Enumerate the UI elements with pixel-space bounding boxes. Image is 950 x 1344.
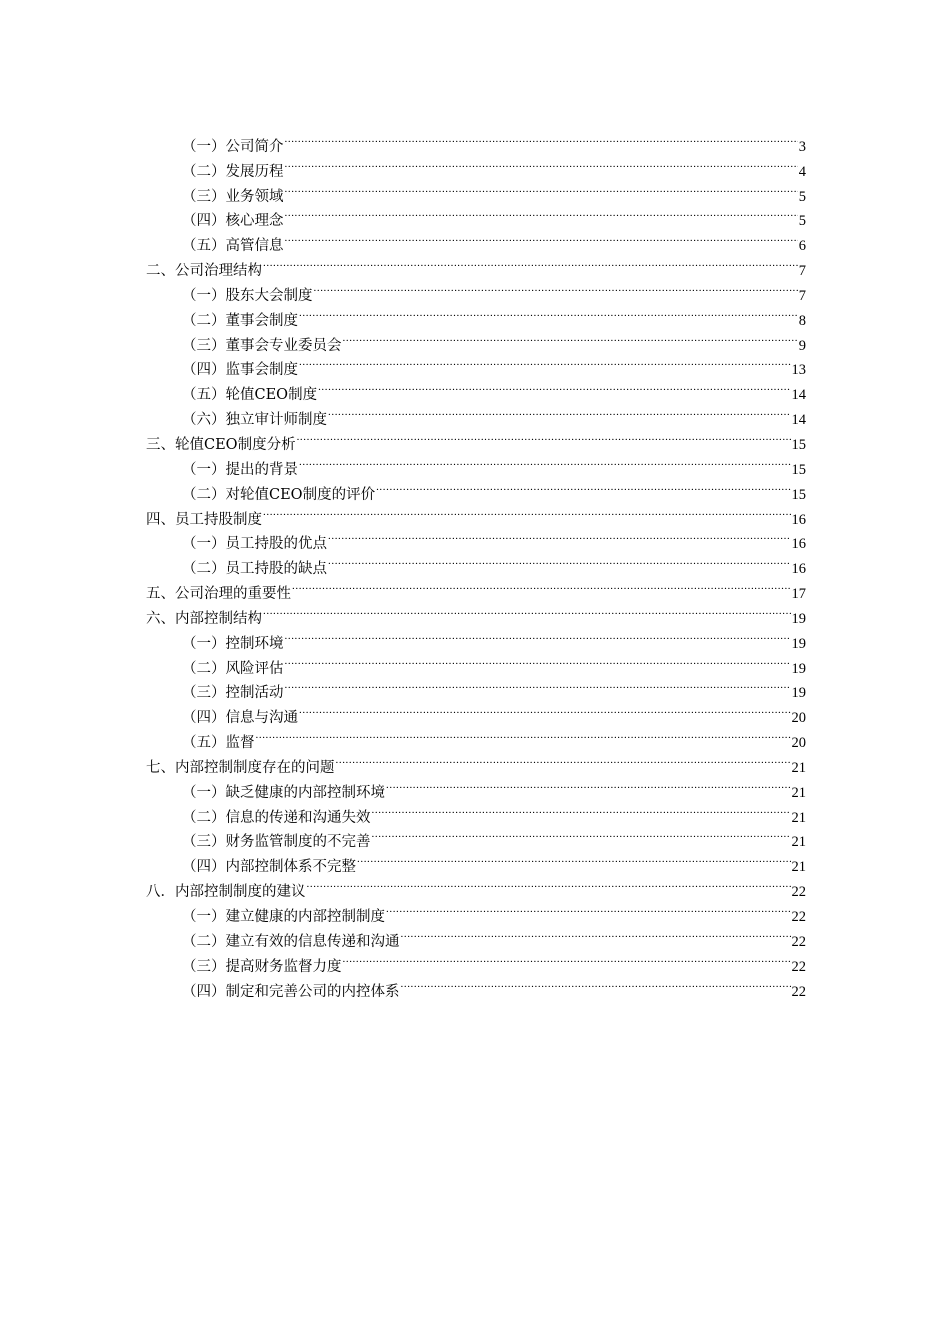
toc-entry-page-number: 21 [791,809,806,826]
toc-entry-title: （一）建立健康的内部控制制度 [182,909,385,925]
toc-entry-page-number: 22 [791,909,806,925]
toc-entry-title: 二、公司治理结构 [146,263,262,280]
toc-entry-title: （四）核心理念 [182,213,284,230]
toc-entry-page-number: 19 [791,635,806,652]
toc-entry-title: （一）控制环境 [182,635,284,652]
toc-entry-page-number: 14 [791,412,806,429]
toc-entry-title: （三）提高财务监督力度 [182,958,342,975]
toc-entry-title: （一）缺乏健康的内部控制环境 [182,784,385,801]
toc-dot-leader [285,126,798,151]
toc-dot-leader [263,250,798,275]
toc-entry-page-number: 7 [798,263,806,280]
toc-entry-title: （六）独立审计师制度 [182,412,327,429]
toc-entry-page-number: 21 [791,834,806,851]
toc-entry-title: （四）监事会制度 [182,362,298,379]
toc-entry-title: （二）员工持股的缺点 [182,561,327,578]
toc-entry-page-number: 15 [791,436,806,453]
toc-entry-title: （四）制定和完善公司的内控体系 [182,983,400,1000]
toc-entry-page-number: 20 [791,735,806,752]
toc-dot-leader [343,325,798,350]
toc-dot-leader [328,524,791,549]
toc-entry-title: （二）发展历程 [182,163,284,180]
toc-entry-page-number: 20 [791,710,806,727]
toc-entry-page-number: 17 [791,586,806,603]
toc-entry-title: （五）高管信息 [182,238,284,255]
toc-dot-leader [299,697,791,722]
toc-dot-leader [292,573,791,598]
toc-entry-page-number: 4 [798,163,806,180]
toc-entry-title: （一）股东大会制度 [182,287,313,304]
toc-dot-leader [285,225,798,250]
toc-entry-page-number: 21 [791,859,806,876]
toc-entry-title: （一）提出的背景 [182,461,298,478]
toc-entry-title: （三）财务监管制度的不完善 [182,834,371,851]
toc-dot-leader [297,424,791,449]
toc-dot-leader [285,201,798,226]
toc-dot-leader [401,921,791,946]
toc-entry-page-number: 3 [798,138,806,155]
toc-entry-page-number: 22 [791,933,806,950]
toc-entry-title: （五）轮值CEO制度 [182,387,318,404]
toc-entry-title: （三）董事会专业委员会 [182,337,342,354]
toc-dot-leader [401,971,791,996]
toc-entry-title: （二）风险评估 [182,660,284,677]
toc-dot-leader [336,747,791,772]
toc-entry-title: （四）内部控制体系不完整 [182,859,356,876]
toc-dot-leader [285,648,791,673]
toc-dot-leader [285,176,798,201]
toc-entry-title: 六、内部控制结构 [146,610,262,627]
toc-entry-title: 四、员工持股制度 [146,511,262,528]
toc-entry-page-number: 8 [798,312,806,329]
toc-entry-page-number: 16 [791,536,806,553]
toc-entry-page-number: 5 [798,188,806,205]
toc-entry-page-number: 15 [791,461,806,478]
toc-dot-leader [386,896,791,921]
toc-entry-page-number: 21 [791,759,806,776]
toc-entry-title: （四）信息与沟通 [182,710,298,727]
toc-dot-leader [263,499,791,524]
toc-entry-page-number: 22 [791,983,806,1000]
toc-entry-title: （五）监督 [182,735,255,752]
toc-entry-page-number: 14 [791,387,806,404]
toc-dot-leader [285,673,791,698]
toc-entry-title: 五、公司治理的重要性 [146,586,291,603]
toc-entry-page-number: 9 [798,337,806,354]
toc-dot-leader [299,449,791,474]
toc-entry-page-number: 5 [798,213,806,230]
toc-entry-title: （二）建立有效的信息传递和沟通 [182,933,400,950]
toc-entry-title: （二）对轮值CEO制度的评价 [182,486,376,503]
toc-entry-page-number: 19 [791,610,806,627]
toc-dot-leader [299,350,791,375]
toc-dot-leader [314,275,798,300]
toc-dot-leader [343,946,791,971]
toc-entry-page-number: 22 [791,958,806,975]
toc-entry-page-number: 19 [791,685,806,702]
toc-dot-leader [307,871,791,896]
toc-entry-subsection[interactable] [146,126,806,155]
toc-entry-title: （三）控制活动 [182,685,284,702]
toc-entry-page-number: 22 [791,884,806,901]
toc-dot-leader [357,846,791,871]
toc-dot-leader [328,548,791,573]
toc-entry-title: （一）员工持股的优点 [182,536,327,553]
toc-dot-leader [372,822,791,847]
toc-entry-title: 七、内部控制制度存在的问题 [146,759,335,776]
toc-dot-leader [285,151,798,176]
table-of-contents [146,126,806,1000]
toc-entry-title: 三、轮值CEO制度分析 [146,436,296,453]
toc-entry-page-number: 19 [791,660,806,677]
toc-entry-page-number: 6 [798,238,806,255]
toc-dot-leader [318,374,790,399]
toc-entry-title: （三）业务领域 [182,188,284,205]
toc-entry-title: （一）公司简介 [182,138,284,155]
toc-entry-page-number: 7 [798,287,806,304]
toc-dot-leader [285,623,791,648]
toc-dot-leader [299,300,798,325]
toc-entry-title: （二）董事会制度 [182,312,298,329]
toc-entry-page-number: 16 [791,511,806,528]
toc-dot-leader [256,722,791,747]
toc-entry-page-number: 16 [791,561,806,578]
toc-dot-leader [386,772,791,797]
toc-dot-leader [328,399,791,424]
toc-dot-leader [372,797,791,822]
toc-dot-leader [376,474,790,499]
toc-dot-leader [263,598,791,623]
toc-entry-title: 八．内部控制制度的建议 [146,884,306,901]
toc-entry-page-number: 15 [791,486,806,503]
toc-entry-title: （二）信息的传递和沟通失效 [182,809,371,826]
toc-entry-page-number: 13 [791,362,806,379]
toc-entry-page-number: 21 [791,784,806,801]
